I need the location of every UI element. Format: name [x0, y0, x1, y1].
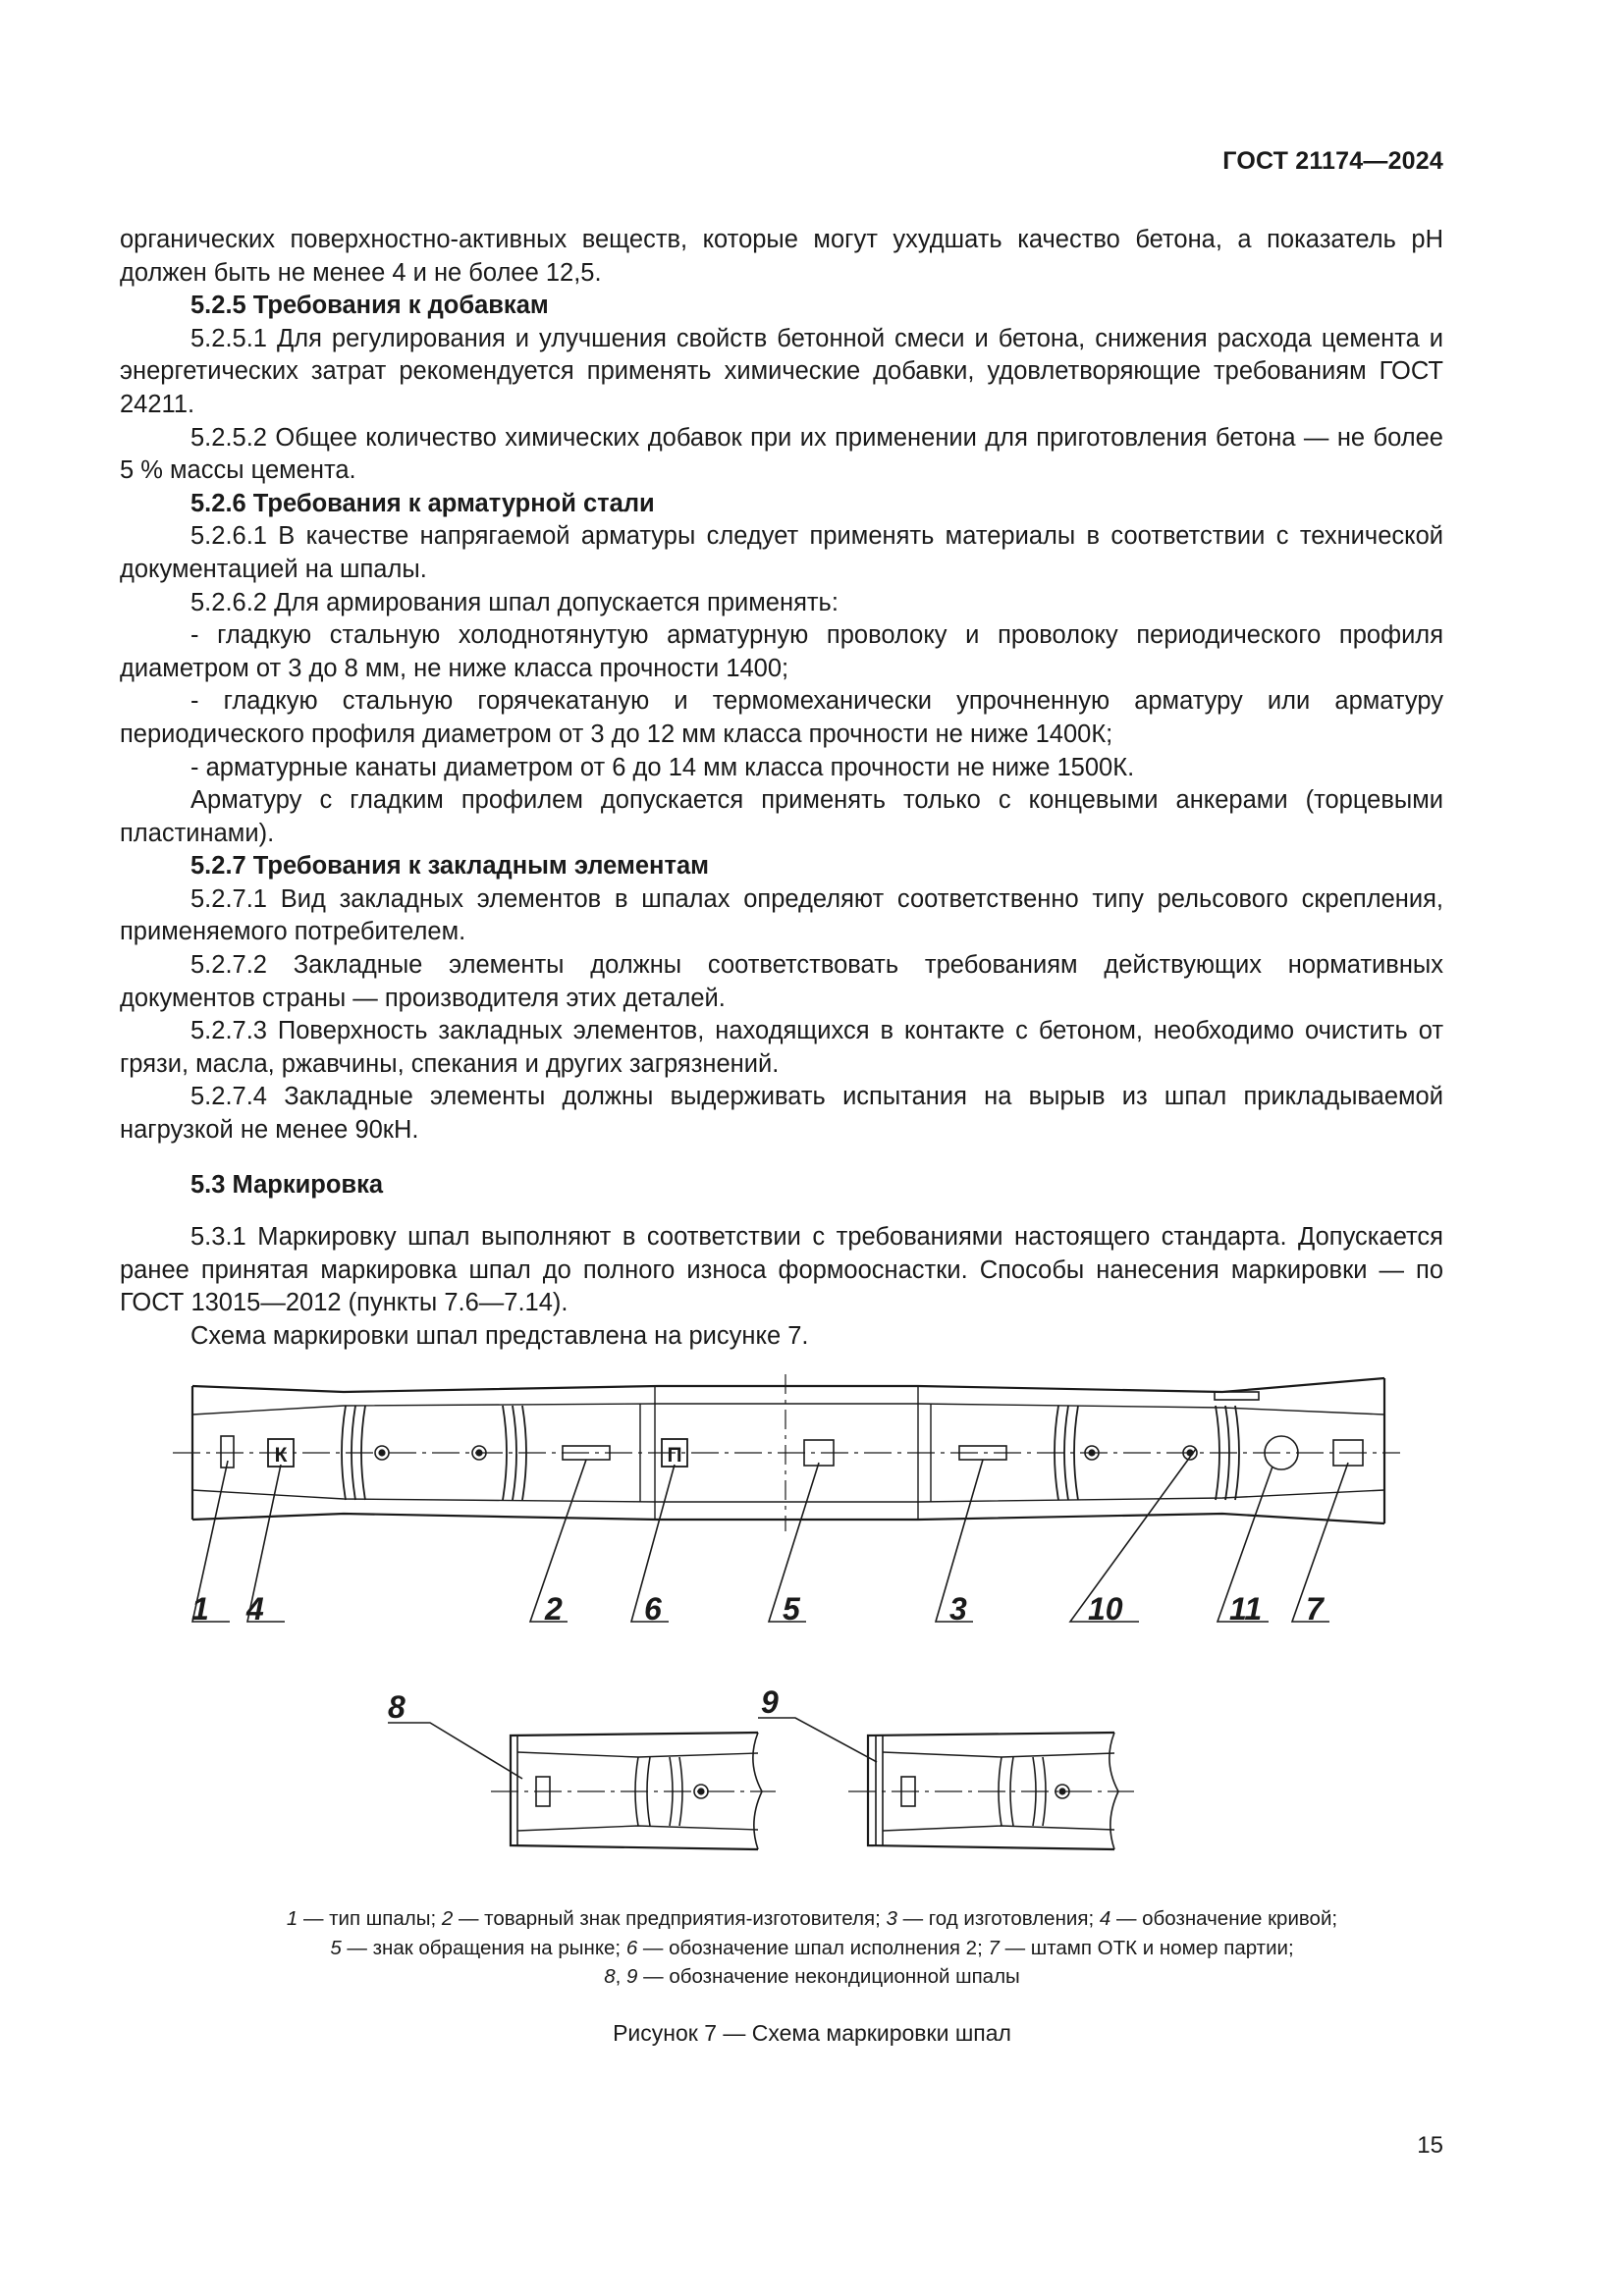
callout-6: 6 — [644, 1591, 662, 1627]
callout-leaders — [192, 1449, 1348, 1622]
paragraph: 5.2.7.1 Вид закладных элементов в шпалах определяют соответственно типу рельсового скрепления, применяемого потребителем. — [120, 884, 1443, 946]
callout-11: 11 — [1229, 1591, 1263, 1627]
paragraph: 5.2.5.2 Общее количество химических добавок при их применении для приготовления бетона — не более 5 % массы цемента. — [120, 423, 1443, 485]
detail-9 — [758, 1684, 1134, 1849]
paragraph: 5.2.7.3 Поверхность закладных элементов, находящихся в контакте с бетоном, необходимо очистить от грязи, масла, ржавчины, спекания и других загрязнений. — [120, 1017, 1443, 1078]
paragraph: 5.2.7.4 Закладные элементы должны выдерживать испытания на вырыв из шпал прикладываемой нагрузкой не менее 90кН. — [120, 1083, 1443, 1145]
list-item: - гладкую стальную горячекатаную и термомеханически упрочненную арматуру или арматуру периодического профиля диаметром от 3 до 12 мм класса прочности не ниже 1400К; — [120, 687, 1443, 748]
mark-k: К — [274, 1444, 288, 1467]
paragraph: органических поверхностно-активных веществ, которые могут ухудшать качество бетона, а показатель рН должен быть не менее 4 и не более 12,5. — [120, 226, 1443, 287]
callout-5: 5 — [783, 1591, 800, 1627]
legend-line: 1 — тип шпалы; 2 — товарный знак предприятия-изготовителя; 3 — год изготовления; 4 — обозначение кривой; — [286, 1907, 1338, 1930]
figure-legend — [157, 1904, 1467, 1992]
callout-1: 1 — [191, 1591, 209, 1627]
list-item: - арматурные канаты диаметром от 6 до 14 мм класса прочности не ниже 1500К. — [190, 753, 1135, 781]
paragraph: Схема маркировки шпал представлена на рисунке 7. — [190, 1322, 809, 1350]
paragraph: 5.2.5.1 Для регулирования и улучшения свойств бетонной смеси и бетона, снижения расхода цемента и энергетических затрат рекомендуется применять химические добавки, удовлетворяющие требованиям ГОСТ 24211. — [120, 324, 1443, 418]
section-heading: 5.2.6 Требования к арматурной стали — [190, 489, 655, 517]
figure-title: Рисунок 7 — Схема маркировки шпал — [613, 2020, 1011, 2046]
section-heading: 5.2.7 Требования к закладным элементам — [190, 852, 709, 881]
page-number: 15 — [1417, 2132, 1443, 2159]
section-heading: 5.2.5 Требования к добавкам — [190, 292, 549, 320]
paragraph: 5.3.1 Маркировку шпал выполняют в соответствии с требованиями настоящего стандарта. Допускается ранее принятая маркировка шпал до полного износа формооснастки. Способы нанесения маркировки — по ГОСТ 13015—2012 (пункты 7.6—7.14). — [120, 1223, 1443, 1317]
legend-line: 5 — знак обращения на рынке; 6 — обозначение шпал исполнения 2; 7 — штамп ОТК и номер партии; — [330, 1936, 1294, 1959]
paragraph: 5.2.7.2 Закладные элементы должны соответствовать требованиям действующих нормативных документов страны — производителя этих деталей. — [120, 951, 1443, 1012]
callout-4: 4 — [246, 1591, 264, 1627]
paragraph: 5.2.6.1 В качестве напрягаемой арматуры следует применять материалы в соответствии с технической документацией на шпалы. — [120, 522, 1443, 583]
callout-3: 3 — [949, 1591, 967, 1627]
callout-7: 7 — [1306, 1591, 1324, 1627]
document-header: ГОСТ 21174—2024 — [1222, 147, 1443, 175]
section-heading: 5.3 Маркировка — [190, 1170, 384, 1199]
legend-line: 8, 9 — обозначение некондиционной шпалы — [604, 1965, 1020, 1988]
mark-p: П — [667, 1444, 682, 1467]
sleeper-outline — [173, 1374, 1400, 1531]
paragraph: Арматуру с гладким профилем допускается применять только с концевыми анкерами (торцевыми пластинами). — [120, 786, 1443, 847]
callout-2: 2 — [545, 1591, 563, 1627]
list-item: - гладкую стальную холоднотянутую арматурную проволоку и проволоку периодического профиля диаметром от 3 до 8 мм, не ниже класса прочности 1400; — [120, 621, 1443, 682]
detail-8 — [388, 1689, 776, 1849]
callout-9: 9 — [761, 1684, 779, 1720]
callout-10: 10 — [1088, 1591, 1123, 1627]
callout-8: 8 — [388, 1689, 406, 1725]
paragraph: 5.2.6.2 Для армирования шпал допускается применять: — [190, 588, 839, 616]
